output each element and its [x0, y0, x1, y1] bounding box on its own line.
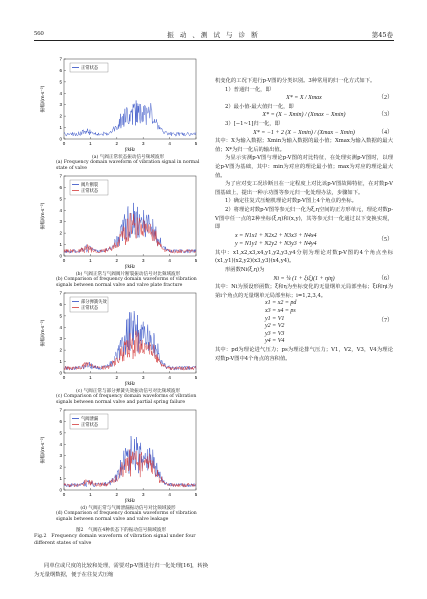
equation-4: [215, 129, 393, 138]
y-tick-label: 4: [59, 324, 62, 330]
para-9: 其中：Ni为预设形函数；ξ和η为坐标变化的无量纲单元局部坐标；ξi和ηi为第i个角点的无量纲单元局部坐标；i=1,2,3,4。: [215, 284, 393, 299]
page-header: [0, 0, 427, 40]
para-4: 为了应对变工况诊断且在一定程度上对比该p-V图故障特征，在对数p-V图基础上，提出一种示功图等参元归一化处理办法，步骤如下。: [215, 181, 393, 196]
y-tick-label: 1: [59, 125, 62, 131]
para-10: 其中：pd为理论进气压力；ps为理论排气压力；V1，V2，V3，V4为理论对数p-V图中4个角点的容积值。: [215, 347, 393, 362]
page-number: 560: [34, 30, 44, 37]
chart-c: [34, 289, 204, 389]
equation-7-line: y2 = V2: [265, 323, 285, 330]
spectrum-trace: [64, 203, 196, 253]
x-tick-label: 4: [168, 375, 171, 380]
x-tick-label: 2: [115, 258, 119, 263]
figure-panel-d: [34, 406, 204, 522]
para-3: 为显示实测p-V图与理论p-V图的对比特征，在处理实测p-V图时，以理论p-V图为基础，其中：min为对应的理论最小值；max为对应的理论最大值。: [215, 155, 393, 179]
journal-title: 振 动 、测 试 与 诊 断: [167, 31, 260, 39]
y-tick-label: 0: [59, 253, 62, 259]
legend-label: 正常状态: [81, 423, 99, 429]
para-7: 其中：x1,x2,x3,x4,y1,y2,y3,y4分别为理论对数p-V图的4个角点坐标(x1,y1)(x2,y2)(x3,y3)(x4,y4)。: [215, 249, 393, 265]
y-tick-label: 7: [59, 56, 62, 62]
caption-d: [34, 506, 204, 522]
x-tick-label: 0: [62, 492, 66, 497]
spectrum-trace: [64, 436, 196, 487]
y-tick-label: 1: [59, 242, 62, 248]
para-8: 形函数Ni(ξ,η)为: [225, 267, 265, 274]
caption-b-cn: (b) 气阀正常与气阀阀片断裂振动信号对比频域波形: [75, 272, 181, 277]
volume-label: 第45卷: [371, 31, 393, 39]
y-tick-label: 3: [59, 336, 62, 342]
y-tick-label: 2: [59, 347, 62, 353]
x-tick-label: 1: [89, 141, 92, 146]
figure-panel-b: [34, 172, 204, 288]
y-tick-label: 6: [59, 184, 62, 190]
y-tick-label: 2: [59, 230, 62, 236]
equation-2-body: X* = X / Xmax: [286, 95, 322, 102]
legend-label: 阀片断裂: [81, 183, 99, 189]
legend-label: 正常状态: [81, 66, 99, 72]
equation-7-line: y4 = V4: [265, 338, 285, 345]
equation-7-line: y3 = V3: [265, 330, 285, 337]
caption-b-en: (b) Comparison of frequency domain waveforms of vibration signals between normal valve and valve plate fracture: [56, 277, 197, 288]
caption-b: [34, 272, 204, 288]
y-tick-label: 4: [59, 207, 62, 213]
y-tick-label: 3: [59, 219, 62, 225]
right-column: [215, 77, 393, 363]
x-tick-label: 5: [194, 258, 198, 263]
x-tick-label: 2: [115, 375, 119, 380]
x-tick-label: 3: [141, 492, 145, 497]
x-tick-label: 5: [194, 375, 198, 380]
x-tick-label: 4: [168, 492, 171, 497]
figure-panel-c: [34, 289, 204, 405]
chart-a: [34, 55, 204, 155]
caption-a-cn: (a) 气阀正常状态振动信号频域波形: [91, 155, 165, 160]
x-tick-label: 3: [141, 375, 145, 380]
y-axis-label: 振幅/(m·s⁻²): [41, 436, 46, 464]
equation-6-body: Ni = ¼ (1 + ξiξ)(1 + ηiη): [273, 275, 335, 282]
y-tick-label: 5: [59, 79, 62, 85]
figure-2-caption: [34, 528, 208, 547]
left-bottom-paragraph: 同单位或尺度的比较和处理，需要对p-V图进行归一化处理[16]，转换为无量纲数据，便于在往复式压缩: [34, 563, 208, 578]
caption-c-en: (c) Comparison of frequency domain waveforms of vibration signals between normal valve and partial spring failure: [56, 394, 197, 405]
y-tick-label: 1: [59, 476, 62, 482]
y-tick-label: 7: [59, 290, 62, 296]
equation-7-line: x3 = x4 = ps: [265, 308, 296, 315]
x-tick-label: 0: [62, 258, 66, 263]
equation-2-number: （2）: [377, 95, 393, 102]
para-1: 机变化的工况下进行p-V图的分类识别。3种常用的归一化方式如下。: [215, 78, 376, 84]
equation-5: [215, 232, 393, 249]
x-tick-label: 3: [141, 258, 145, 263]
equation-4-body: X* = −1 + 2 (X − Xmin) / (Xmax − Xmin): [253, 129, 355, 136]
y-tick-label: 6: [59, 67, 62, 73]
y-axis-label: 振幅/(m·s⁻²): [41, 202, 46, 230]
x-tick-label: 0: [62, 375, 66, 380]
caption-c-cn: (c) 气阀正常与部分弹簧失效振动信号对比频域波形: [75, 389, 181, 394]
chart-d: [34, 406, 204, 506]
figure-panel-a: [34, 55, 204, 171]
y-tick-label: 0: [59, 487, 62, 493]
y-tick-label: 7: [59, 173, 62, 179]
y-tick-label: 4: [59, 90, 62, 96]
figure-2-caption-cn: 图2 气阀在4种状态下的振动信号频域波形: [75, 528, 167, 533]
x-axis-label: f/kHz: [124, 499, 136, 504]
y-tick-label: 0: [59, 136, 62, 142]
spectrum-trace: [64, 213, 196, 253]
x-tick-label: 3: [141, 141, 145, 146]
item-3: 3）[−1~1]归一化，即: [225, 120, 280, 127]
legend-label: 部分弹簧失效: [81, 300, 107, 306]
legend-label: 正常状态: [81, 189, 99, 195]
para-6: 2）将理论对数p-V图等参元归一化为ξ,η空间的正方形单元，理论对数p-V图中任一点的2种坐标(ξ,η)和(x,y)，其等参元归一化通过以下变换实现，即: [215, 206, 393, 231]
x-tick-label: 1: [89, 492, 92, 497]
x-tick-label: 1: [89, 258, 92, 263]
equation-6-number: （6）: [377, 275, 393, 282]
y-tick-label: 3: [59, 453, 62, 459]
y-tick-label: 5: [59, 196, 62, 202]
equation-6: [215, 275, 393, 284]
equation-7: [215, 300, 393, 346]
equation-3: [215, 111, 393, 120]
caption-d-cn: (d) 气阀正常与气阀泄漏振动信号对比频域波形: [80, 506, 176, 511]
y-tick-label: 2: [59, 113, 62, 119]
equation-4-number: （4）: [377, 129, 393, 136]
y-tick-label: 5: [59, 430, 62, 436]
equation-7-line: y1 = V1: [265, 315, 285, 322]
legend-label: 气阀泄漏: [81, 417, 99, 423]
y-tick-label: 4: [59, 441, 62, 447]
y-axis-label: 振幅/(m·s⁻²): [41, 319, 46, 347]
x-tick-label: 5: [194, 492, 198, 497]
caption-d-en: (d) Comparison of frequency domain waveforms of vibration signals between normal valve and valve leakage: [56, 511, 197, 522]
equation-5-line-1: x = N1x1 + N2x2 + N3x3 + N4x4: [235, 232, 317, 239]
x-tick-label: 2: [115, 141, 119, 146]
header-rule: [34, 40, 394, 41]
y-tick-label: 0: [59, 370, 62, 376]
spectrum-trace: [64, 100, 196, 136]
x-tick-label: 1: [89, 375, 92, 380]
y-tick-label: 6: [59, 301, 62, 307]
caption-c: [34, 389, 204, 405]
x-tick-label: 5: [194, 141, 198, 146]
x-axis-label: f/kHz: [124, 382, 136, 387]
equation-5-line-2: y = N1y1 + N2y2 + N3y3 + N4y4: [235, 241, 317, 248]
para-2: 其中：X为输入数据；Xmin为输入数据的最小值；Xmax为输入数据的最大值；X*为归一化后的输出值。: [215, 138, 393, 153]
x-tick-label: 4: [168, 258, 171, 263]
y-tick-label: 2: [59, 464, 62, 470]
x-axis-label: f/kHz: [124, 148, 136, 153]
item-2: 2）最小值-最大值归一化，即: [225, 103, 294, 110]
y-tick-label: 5: [59, 313, 62, 319]
y-tick-label: 3: [59, 102, 62, 108]
y-tick-label: 7: [59, 407, 62, 413]
x-tick-label: 4: [168, 141, 171, 146]
x-axis-label: f/kHz: [124, 265, 136, 270]
caption-a: [34, 155, 204, 171]
equation-3-body: X* = (X − Xmin) / (Xmax − Xmin): [262, 112, 346, 119]
para-5: 1）确定往复式压缩机理论对数p-V图上4个角点的坐标。: [225, 198, 357, 205]
equation-7-number: （7）: [377, 318, 393, 325]
y-tick-label: 6: [59, 418, 62, 424]
equation-7-line: x1 = x2 = pd: [265, 300, 297, 307]
equation-3-number: （3）: [377, 112, 393, 119]
x-tick-label: 0: [62, 141, 66, 146]
equation-5-number: （5）: [377, 236, 393, 243]
item-1: 1）普通归一化，即: [225, 86, 271, 93]
equation-2: [215, 94, 393, 103]
y-axis-label: 振幅/(m·s⁻²): [41, 85, 46, 113]
y-tick-label: 1: [59, 359, 62, 365]
legend-label: 正常状态: [81, 306, 99, 312]
x-tick-label: 2: [115, 492, 119, 497]
caption-a-en: (a) Frequency domain waveform of vibration signal in normal state of valve: [56, 160, 200, 171]
figure-2-caption-en: Fig.2 Frequency domain waveform of vibration signal under four different states of valve: [34, 534, 196, 546]
chart-b: [34, 172, 204, 272]
